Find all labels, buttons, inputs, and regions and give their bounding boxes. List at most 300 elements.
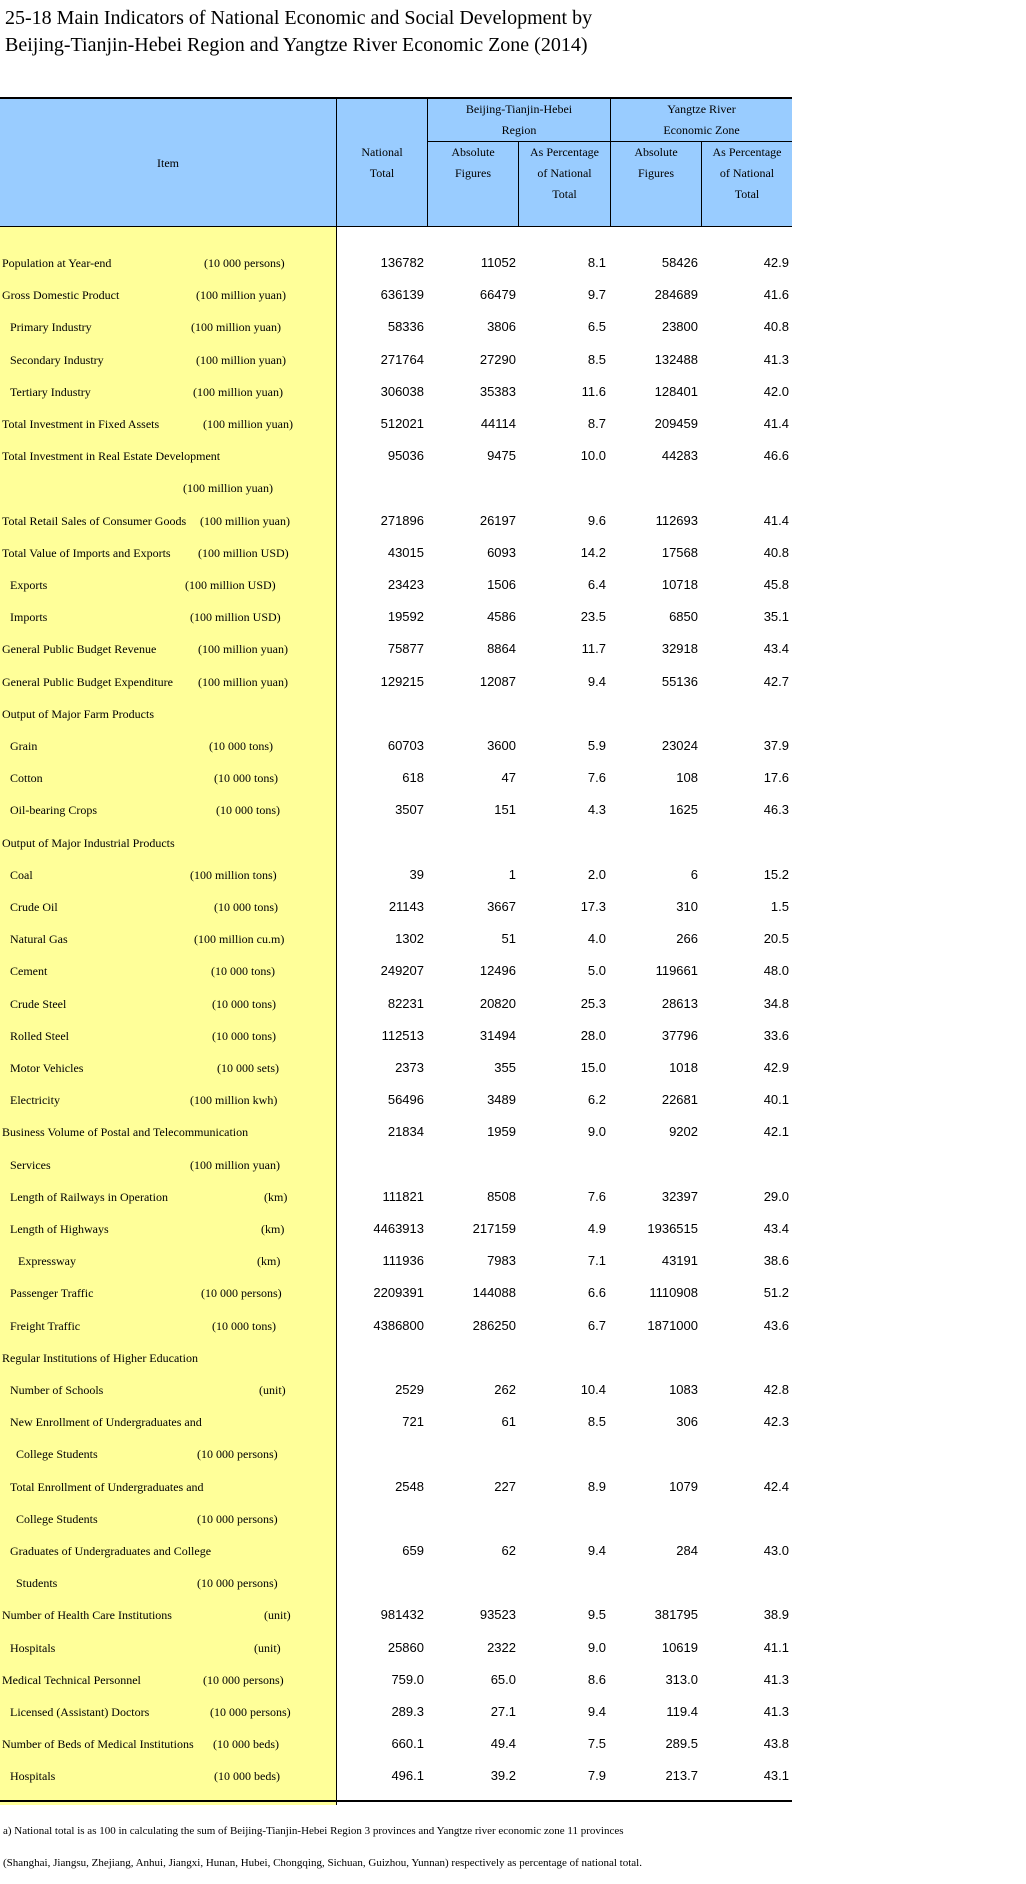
- row-value: 4.0: [587, 931, 606, 947]
- row-label: New Enrollment of Undergraduates and: [10, 1415, 202, 1430]
- row-value: 44283: [661, 448, 698, 464]
- row-value: 262: [494, 1382, 516, 1397]
- row-value: 5.0: [587, 963, 606, 979]
- row-value: 981432: [380, 1607, 424, 1623]
- row-value: 65.0: [490, 1671, 516, 1687]
- row-value: 46.6: [763, 448, 789, 464]
- row-value: 10.4: [580, 1382, 606, 1397]
- row-label: Crude Oil: [10, 900, 58, 914]
- row-value: 55136: [661, 673, 698, 689]
- row-unit: (10 000 persons): [204, 256, 285, 270]
- row-value: 40.8: [763, 319, 789, 335]
- row-value: 209459: [654, 416, 698, 431]
- row-value: 28613: [661, 995, 698, 1011]
- row-label: Medical Technical Personnel: [2, 1672, 141, 1687]
- row-value: 12087: [479, 673, 516, 689]
- row-label: Graduates of Undergraduates and College: [10, 1544, 212, 1558]
- row-value: 20820: [479, 995, 516, 1011]
- row-value: 21834: [387, 1124, 424, 1140]
- row-unit: (10 000 sets): [217, 1061, 279, 1075]
- row-value: 23800: [661, 319, 698, 335]
- row-label: Exports: [10, 578, 48, 592]
- table-row: [0, 1342, 792, 1374]
- row-label: General Public Budget Expenditure: [2, 674, 173, 689]
- table-header: [0, 97, 792, 227]
- row-unit: (10 000 tons): [211, 964, 275, 979]
- row-value: 286250: [472, 1317, 516, 1333]
- row-label: Motor Vehicles: [10, 1061, 84, 1075]
- row-value: 43.6: [763, 1317, 789, 1333]
- row-value: 2209391: [373, 1285, 424, 1301]
- table-row: [0, 344, 792, 376]
- row-value: 47: [501, 770, 516, 786]
- table-row: [0, 666, 792, 698]
- row-unit: (100 million USD): [198, 545, 289, 560]
- row-value: 3806: [487, 319, 516, 335]
- row-label: Length of Highways: [10, 1222, 109, 1236]
- table-row: [0, 376, 792, 408]
- header-national-total: [337, 99, 427, 227]
- row-value: 12496: [479, 963, 516, 979]
- row-value: 111936: [382, 1253, 424, 1269]
- row-value: 8.6: [587, 1671, 606, 1687]
- row-label: Grain: [10, 739, 38, 753]
- header-region-a-percentage-label: As Percentage of National Total: [530, 145, 599, 201]
- table-row: [0, 1406, 792, 1438]
- row-value: 8.9: [587, 1478, 606, 1494]
- header-region-a-absolute-label: Absolute Figures: [451, 145, 495, 180]
- row-value: 42.1: [763, 1124, 789, 1140]
- header-region-b-label: Yangtze River Economic Zone: [663, 102, 740, 137]
- row-value: 7.6: [587, 770, 606, 786]
- table-row: [0, 569, 792, 601]
- row-value: 8.1: [587, 255, 606, 270]
- row-value: 119661: [655, 963, 698, 979]
- row-label: Rolled Steel: [10, 1028, 69, 1043]
- table-bottom-rule: [0, 1800, 792, 1802]
- table-row: [0, 1632, 792, 1664]
- row-value: 6850: [669, 609, 698, 625]
- row-value: 618: [402, 770, 424, 786]
- row-value: 9.0: [587, 1124, 606, 1140]
- table-row: [0, 1438, 792, 1470]
- row-value: 45.8: [763, 577, 789, 592]
- row-value: 1302: [395, 931, 424, 947]
- table-row: [0, 1503, 792, 1535]
- row-label: Expressway: [18, 1254, 76, 1269]
- row-value: 41.4: [763, 512, 789, 528]
- table-row: [0, 859, 792, 891]
- row-value: 34.8: [763, 995, 789, 1011]
- row-value: 7.5: [587, 1736, 606, 1752]
- row-value: 7983: [487, 1253, 516, 1269]
- row-value: 8.5: [587, 351, 606, 367]
- row-value: 1110908: [649, 1285, 698, 1301]
- row-value: 43.0: [763, 1543, 789, 1558]
- table-row: [0, 1471, 792, 1503]
- row-value: 9.0: [587, 1639, 606, 1655]
- row-value: 31494: [479, 1027, 516, 1043]
- row-unit: (unit): [264, 1608, 291, 1623]
- row-unit: (unit): [259, 1383, 286, 1397]
- table-row: [0, 1310, 792, 1342]
- table-row: [0, 1567, 792, 1599]
- row-value: 40.8: [763, 544, 789, 560]
- row-value: 512021: [380, 416, 424, 431]
- row-label: Number of Schools: [10, 1383, 104, 1397]
- row-value: 15.0: [580, 1060, 606, 1075]
- row-value: 2548: [395, 1478, 424, 1494]
- row-unit: (10 000 persons): [210, 1705, 291, 1719]
- row-value: 1: [508, 866, 516, 882]
- row-value: 40.1: [763, 1092, 789, 1108]
- header-region-b-absolute-label: Absolute Figures: [634, 145, 678, 180]
- row-label: General Public Budget Revenue: [2, 642, 157, 657]
- row-unit: (10 000 tons): [214, 771, 278, 786]
- row-label: Freight Traffic: [10, 1318, 81, 1333]
- table-row: [0, 311, 792, 343]
- row-label: Total Investment in Real Estate Development: [2, 449, 221, 464]
- row-value: 3489: [487, 1092, 516, 1108]
- table-row: [0, 601, 792, 633]
- row-label: Total Retail Sales of Consumer Goods: [2, 513, 187, 528]
- row-value: 42.8: [763, 1382, 789, 1397]
- table-row: [0, 408, 792, 440]
- row-value: 289.3: [391, 1704, 424, 1719]
- row-value: 227: [494, 1478, 516, 1494]
- row-value: 1871000: [647, 1317, 698, 1333]
- row-unit: (10 000 persons): [197, 1511, 278, 1526]
- header-region-a: [428, 99, 610, 141]
- row-label: Natural Gas: [10, 932, 68, 947]
- table-row: [0, 1020, 792, 1052]
- table-body: [0, 227, 792, 1805]
- row-value: 8864: [487, 641, 516, 657]
- row-value: 3600: [487, 738, 516, 753]
- row-value: 266: [676, 931, 698, 947]
- row-label: Gross Domestic Product: [2, 288, 120, 303]
- table-row: [0, 762, 792, 794]
- row-label: College Students: [16, 1511, 98, 1526]
- row-value: 271764: [380, 351, 424, 367]
- row-value: 8508: [487, 1188, 516, 1204]
- row-unit: (100 million yuan): [190, 1157, 280, 1172]
- row-label: Coal: [10, 867, 33, 882]
- row-value: 42.7: [763, 673, 789, 689]
- row-value: 721: [402, 1414, 424, 1430]
- row-unit: (100 million yuan): [196, 352, 286, 367]
- table-row: [0, 247, 792, 279]
- table-row: [0, 827, 792, 859]
- header-national-total-label: National Total: [361, 145, 403, 180]
- row-value: 22681: [661, 1092, 698, 1108]
- row-value: 42.4: [763, 1478, 789, 1494]
- row-unit: (100 million USD): [185, 578, 276, 592]
- row-unit: (100 million USD): [190, 610, 281, 625]
- header-divider: [610, 99, 611, 227]
- row-value: 4586: [487, 609, 516, 625]
- row-value: 2529: [395, 1382, 424, 1397]
- row-value: 313.0: [665, 1671, 698, 1687]
- row-value: 6093: [487, 544, 516, 560]
- row-unit: (10 000 tons): [212, 996, 276, 1011]
- row-value: 9.5: [587, 1607, 606, 1623]
- row-unit: (km): [257, 1254, 281, 1269]
- row-value: 42.9: [763, 255, 789, 270]
- table-row: [0, 537, 792, 569]
- title-line-1: 25-18 Main Indicators of National Economic and Social Development by: [5, 7, 593, 29]
- row-label: Total Value of Imports and Exports: [2, 545, 171, 560]
- row-value: 46.3: [763, 802, 789, 818]
- row-value: 2.0: [587, 866, 606, 882]
- table-row: [0, 472, 792, 504]
- row-value: 8.7: [587, 416, 606, 431]
- row-value: 56496: [387, 1092, 424, 1108]
- row-label: Population at Year-end: [2, 256, 112, 270]
- row-value: 7.9: [587, 1768, 606, 1784]
- row-value: 659: [402, 1543, 424, 1558]
- row-value: 9.4: [587, 673, 606, 689]
- row-value: 306038: [380, 383, 424, 399]
- row-label: Output of Major Industrial Products: [2, 835, 175, 850]
- row-value: 6.2: [587, 1092, 606, 1108]
- row-value: 62: [501, 1543, 516, 1558]
- row-value: 11.6: [581, 383, 606, 399]
- row-label: Tertiary Industry: [10, 384, 91, 399]
- row-label: Business Volume of Postal and Telecommunication: [2, 1125, 249, 1140]
- row-label: Number of Beds of Medical Institutions: [2, 1737, 194, 1752]
- header-item: [0, 99, 336, 227]
- row-value: 310: [676, 899, 698, 914]
- row-unit: (100 million kwh): [190, 1093, 278, 1108]
- row-label: Hospitals: [10, 1769, 56, 1784]
- table-row: [0, 891, 792, 923]
- row-label: Students: [16, 1576, 58, 1591]
- row-value: 17568: [661, 544, 698, 560]
- row-value: 10.0: [580, 448, 606, 464]
- row-label: Output of Major Farm Products: [2, 706, 154, 721]
- table-row: [0, 1245, 792, 1277]
- row-unit: (100 million yuan): [203, 417, 293, 431]
- row-value: 48.0: [763, 963, 789, 979]
- row-value: 1936515: [647, 1221, 698, 1236]
- row-value: 1625: [669, 802, 698, 818]
- row-value: 41.3: [763, 351, 789, 367]
- row-value: 42.0: [763, 383, 789, 399]
- row-unit: (100 million yuan): [193, 384, 283, 399]
- table-row: [0, 1760, 792, 1792]
- row-unit: (10 000 tons): [214, 900, 278, 914]
- row-value: 9.4: [587, 1543, 606, 1558]
- row-value: 32918: [661, 641, 698, 657]
- table-row: [0, 794, 792, 826]
- row-value: 9.7: [587, 287, 606, 303]
- row-value: 19592: [387, 609, 424, 625]
- row-value: 95036: [387, 448, 424, 464]
- row-value: 35383: [479, 383, 516, 399]
- row-label: Cement: [10, 964, 48, 979]
- row-value: 9202: [669, 1124, 698, 1140]
- row-value: 38.9: [763, 1607, 789, 1623]
- row-value: 61: [501, 1414, 516, 1430]
- row-value: 4.3: [587, 802, 606, 818]
- row-value: 151: [494, 802, 516, 818]
- row-value: 10619: [661, 1639, 698, 1655]
- row-unit: (10 000 beds): [213, 1737, 279, 1752]
- row-value: 1018: [669, 1060, 698, 1075]
- footnote-line-2: (Shanghai, Jiangsu, Zhejiang, Anhui, Jiangxi, Hunan, Hubei, Chongqing, Sichuan, Guizhou, Yunnan) respectively as percentage of national total.: [3, 1857, 642, 1869]
- header-region-a-label: Beijing-Tianjin-Hebei Region: [465, 102, 573, 137]
- header-region-a-absolute: [428, 142, 518, 227]
- row-value: 39.2: [490, 1768, 516, 1784]
- header-item-label: Item: [157, 155, 179, 170]
- row-value: 1959: [487, 1124, 516, 1140]
- row-value: 51: [501, 931, 516, 947]
- table-row: [0, 633, 792, 665]
- row-value: 3507: [395, 802, 424, 818]
- row-value: 9.6: [587, 512, 606, 528]
- row-value: 42.9: [763, 1060, 789, 1075]
- row-value: 636139: [380, 287, 424, 303]
- row-value: 759.0: [391, 1671, 424, 1687]
- row-value: 37.9: [763, 738, 789, 753]
- indicators-table: [0, 97, 792, 1805]
- header-divider: [518, 141, 519, 227]
- row-value: 43.8: [763, 1736, 789, 1752]
- row-unit: (100 million yuan): [200, 513, 290, 528]
- row-value: 7.6: [587, 1188, 606, 1204]
- row-label: Regular Institutions of Higher Education: [2, 1350, 198, 1365]
- row-unit: (km): [261, 1222, 285, 1236]
- row-label: Total Enrollment of Undergraduates and: [10, 1479, 204, 1494]
- row-label: Total Investment in Fixed Assets: [2, 417, 160, 431]
- row-label: Imports: [10, 610, 48, 625]
- row-value: 41.3: [763, 1671, 789, 1687]
- row-value: 37796: [661, 1027, 698, 1043]
- row-value: 144088: [472, 1285, 516, 1301]
- table-row: [0, 1599, 792, 1631]
- row-unit: (100 million tons): [190, 867, 277, 882]
- row-value: 112513: [381, 1027, 424, 1043]
- table-row: [0, 1213, 792, 1245]
- table-row: [0, 440, 792, 472]
- row-value: 27290: [479, 351, 516, 367]
- table-row: [0, 730, 792, 762]
- table-row: [0, 923, 792, 955]
- row-value: 1.5: [770, 899, 789, 914]
- row-value: 17.6: [763, 770, 789, 786]
- row-value: 43191: [661, 1253, 698, 1269]
- row-value: 11052: [480, 255, 516, 270]
- row-value: 6: [690, 866, 698, 882]
- row-unit: (10 000 tons): [212, 1028, 276, 1043]
- header-divider: [701, 141, 702, 227]
- row-value: 66479: [479, 287, 516, 303]
- row-value: 3667: [487, 899, 516, 914]
- row-label: Crude Steel: [10, 996, 67, 1011]
- table-row: [0, 1052, 792, 1084]
- row-value: 60703: [387, 738, 424, 753]
- row-value: 128401: [654, 383, 698, 399]
- table-row: [0, 1084, 792, 1116]
- row-value: 21143: [388, 899, 424, 914]
- row-value: 2373: [395, 1060, 424, 1075]
- row-unit: (10 000 persons): [203, 1672, 284, 1687]
- row-value: 15.2: [763, 866, 789, 882]
- table-row: [0, 1535, 792, 1567]
- row-value: 4.9: [587, 1221, 606, 1236]
- page-title: [5, 5, 592, 59]
- row-value: 44114: [480, 416, 516, 431]
- row-value: 6.4: [587, 577, 606, 592]
- row-value: 43.4: [763, 641, 789, 657]
- row-unit: (100 million yuan): [191, 320, 281, 335]
- row-value: 75877: [387, 641, 424, 657]
- table-row: [0, 698, 792, 730]
- row-value: 26197: [479, 512, 516, 528]
- row-value: 132488: [654, 351, 698, 367]
- table-row: [0, 1696, 792, 1728]
- table-row: [0, 505, 792, 537]
- row-label: Hospitals: [10, 1640, 56, 1655]
- row-value: 41.6: [763, 287, 789, 303]
- row-value: 25860: [387, 1639, 424, 1655]
- table-row: [0, 1181, 792, 1213]
- header-divider: [427, 141, 792, 142]
- row-value: 41.4: [763, 416, 789, 431]
- row-value: 284689: [654, 287, 698, 303]
- row-value: 93523: [479, 1607, 516, 1623]
- row-unit: (10 000 beds): [214, 1769, 280, 1784]
- row-unit: (10 000 tons): [209, 739, 273, 753]
- row-value: 8.5: [587, 1414, 606, 1430]
- table-row: [0, 1374, 792, 1406]
- row-value: 1083: [669, 1382, 698, 1397]
- row-value: 42.3: [763, 1414, 789, 1430]
- header-region-a-percentage: [519, 142, 610, 227]
- table-row: [0, 955, 792, 987]
- row-value: 6.5: [587, 319, 606, 335]
- row-value: 1079: [669, 1478, 698, 1494]
- row-label: Electricity: [10, 1093, 60, 1108]
- row-value: 289.5: [665, 1736, 698, 1752]
- row-value: 108: [676, 770, 698, 786]
- table-row: [0, 1728, 792, 1760]
- row-value: 271896: [380, 512, 424, 528]
- row-value: 20.5: [763, 931, 789, 947]
- table-row: [0, 279, 792, 311]
- row-value: 284: [676, 1543, 698, 1558]
- row-value: 43.1: [763, 1768, 789, 1784]
- row-unit: (100 million yuan): [183, 481, 273, 496]
- row-unit: (km): [264, 1189, 288, 1204]
- row-label: Length of Railways in Operation: [10, 1189, 168, 1204]
- row-value: 11.7: [581, 641, 606, 657]
- row-value: 35.1: [763, 609, 789, 625]
- row-label: Services: [10, 1157, 51, 1172]
- table-row: [0, 1149, 792, 1181]
- row-label: Passenger Traffic: [10, 1286, 94, 1301]
- header-region-b-percentage-label: As Percentage of National Total: [712, 145, 782, 201]
- row-value: 43.4: [763, 1221, 789, 1236]
- row-value: 9475: [487, 448, 516, 464]
- row-label: Oil-bearing Crops: [10, 803, 97, 818]
- row-value: 2322: [487, 1639, 516, 1655]
- row-label: Licensed (Assistant) Doctors: [10, 1705, 150, 1719]
- row-value: 32397: [661, 1188, 698, 1204]
- row-value: 136782: [380, 255, 424, 270]
- row-unit: (100 million cu.m): [194, 932, 285, 947]
